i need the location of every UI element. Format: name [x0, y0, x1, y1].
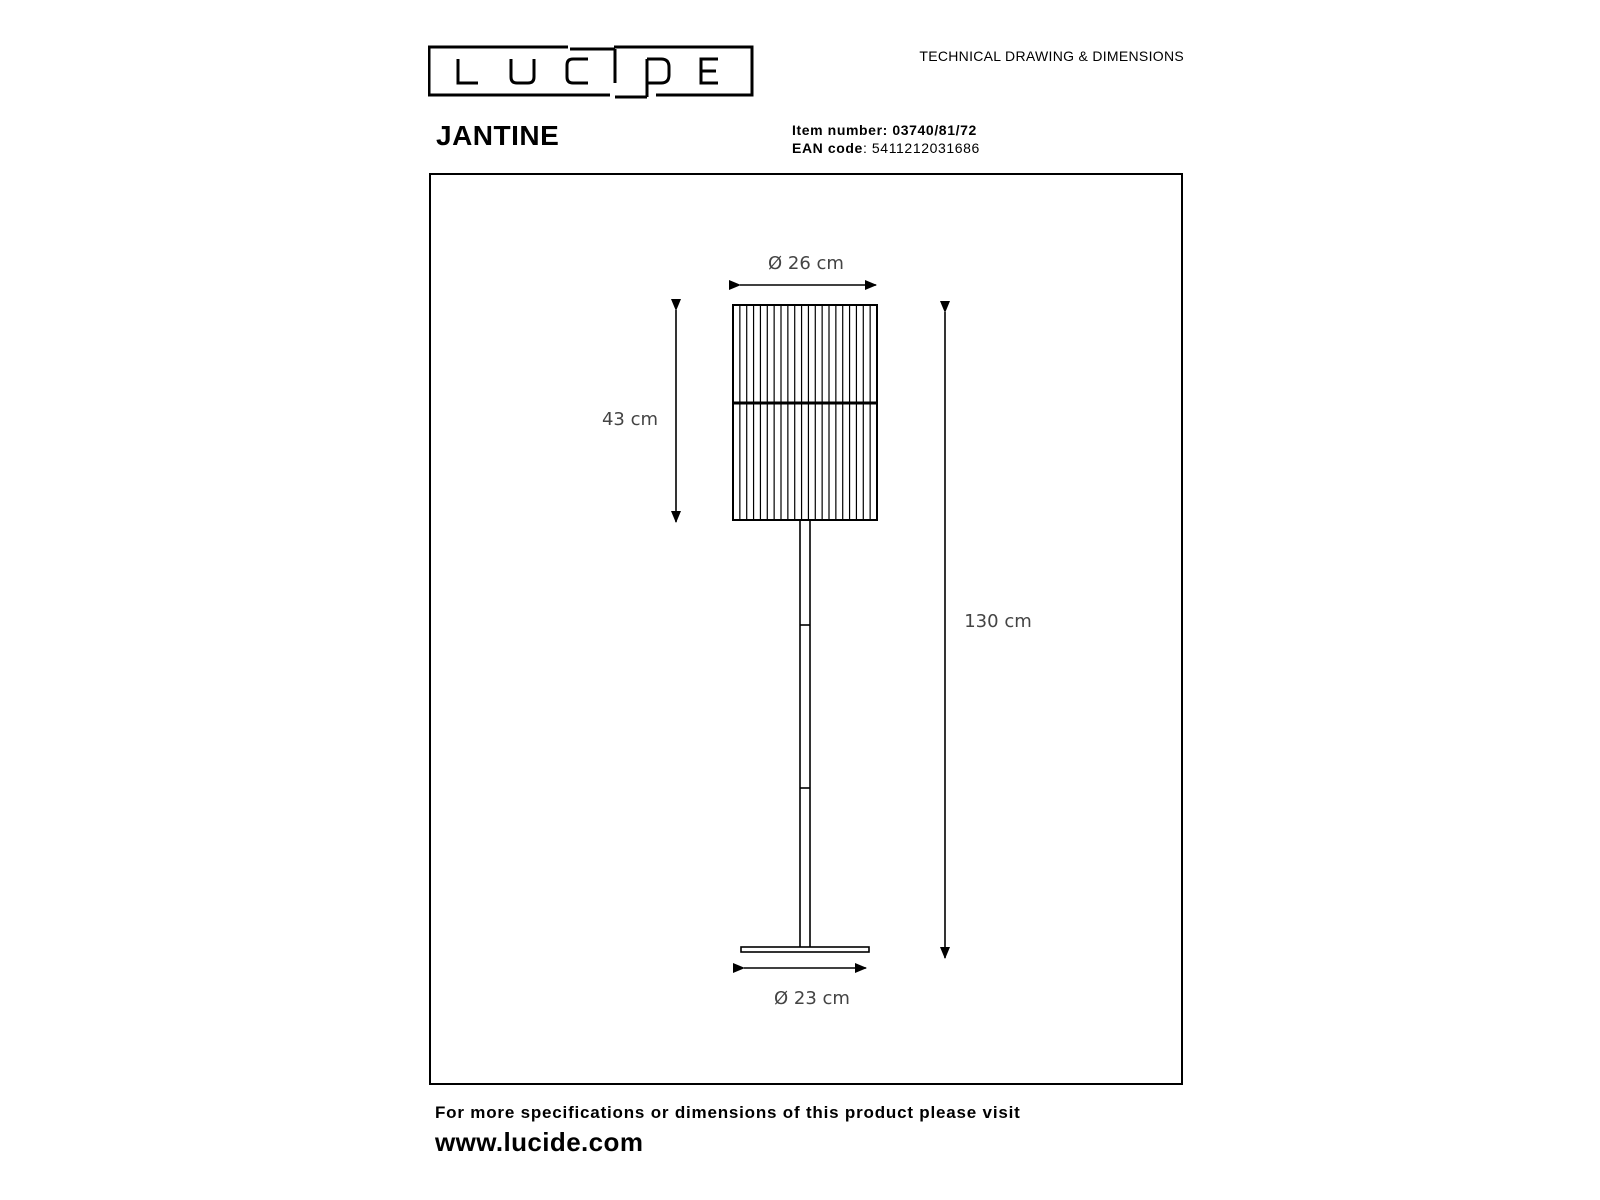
shade-height-label: 43 cm	[601, 409, 659, 430]
lamp-shade	[733, 305, 877, 520]
ean-value: 5411212031686	[871, 140, 980, 156]
base-diameter-label: Ø 23 cm	[774, 988, 850, 1009]
lamp-pole	[800, 520, 810, 948]
footer-text: For more specifications or dimensions of this product please visit	[435, 1103, 1021, 1122]
item-number-label: Item number:	[792, 122, 888, 138]
lamp-base	[741, 947, 869, 952]
ean-label: EAN code	[792, 140, 863, 156]
shade-diameter-label: Ø 26 cm	[768, 253, 844, 274]
ean-line: EAN code: 5411212031686	[792, 140, 980, 156]
document-type-label: TECHNICAL DRAWING & DIMENSIONS	[919, 48, 1184, 64]
footer-url[interactable]: www.lucide.com	[435, 1127, 644, 1157]
product-name: JANTINE	[436, 120, 560, 151]
item-number-value: 03740/81/72	[892, 122, 977, 138]
total-height-label: 130 cm	[964, 611, 1032, 632]
